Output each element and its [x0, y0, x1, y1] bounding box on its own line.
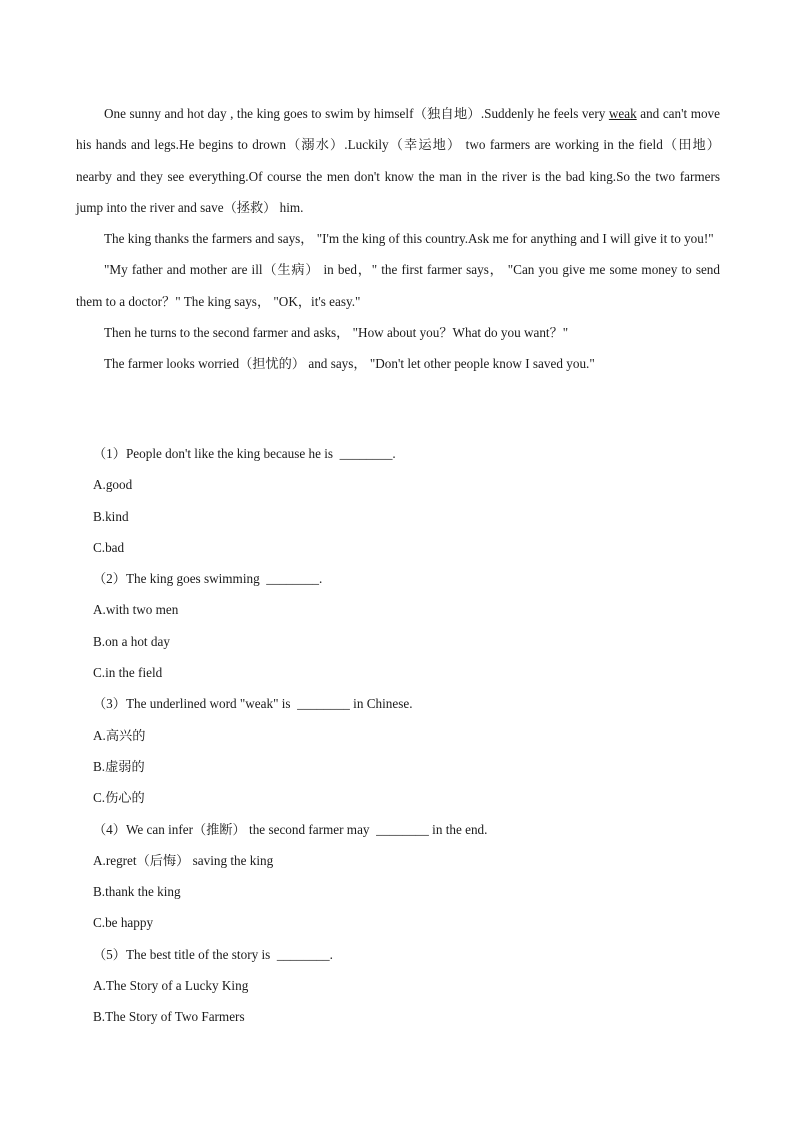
underlined-word-weak: weak: [608, 106, 637, 121]
question-1-stem: （1）People don't like the king because he is ________.: [93, 446, 396, 461]
question-1-option-b: B.kind: [93, 508, 129, 524]
passage-paragraph-1-part-a: One sunny and hot day , the king goes to swim by himself（独自地）.Suddenly he feels very: [104, 106, 609, 121]
passage-paragraph-2: The king thanks the farmers and says， "I'm the king of this country.Ask me for anything and I will give it to you!": [104, 231, 714, 247]
question-3-option-a: A.高兴的: [93, 727, 146, 743]
question-4-option-b: B.thank the king: [93, 884, 181, 900]
question-3-option-b: B.虚弱的: [93, 758, 145, 774]
passage-paragraph-3: "My father and mother are ill（生病） in bed，" the first farmer says， "Can you give me some money to send them to a doctor？" The king says， "OK，it's easy.": [76, 262, 720, 309]
question-3-stem: （3）The underlined word "weak" is ________ in Chinese.: [93, 696, 413, 712]
passage-paragraph-1-part-b: and can't move his hands and legs.He begins to drown（溺水）.Luckily（幸运地） two farmers are working in the field（田地） nearby and they see everything.Of course the men don't know the man in the river is the bad king.So the two farmers jump into the river and save（拯救） him.: [76, 106, 720, 215]
question-5-option-a: A.The Story of a Lucky King: [93, 978, 249, 994]
question-3-option-c: C.伤心的: [93, 790, 145, 806]
question-4-option-c: C.be happy: [93, 915, 154, 931]
question-1-option-a: A.good: [93, 477, 133, 493]
question-list: [93, 438, 713, 1033]
question-5-option-b: B.The Story of Two Farmers: [93, 1009, 245, 1025]
passage-paragraph-4: Then he turns to the second farmer and asks， "How about you？What do you want？": [104, 325, 569, 341]
question-4-stem: （4）We can infer（推断） the second farmer may ________ in the end.: [93, 821, 488, 837]
question-5-stem: （5）The best title of the story is ________.: [93, 946, 333, 962]
question-1-option-c: C.bad: [93, 539, 125, 555]
passage-paragraph-5: The farmer looks worried（担忧的） and says， "Don't let other people know I saved you.": [104, 356, 595, 372]
passage-paragraph-1: [76, 98, 720, 223]
question-2-option-c: C.in the field: [93, 665, 163, 681]
question-2-option-b: B.on a hot day: [93, 633, 170, 649]
question-2-option-a: A.with two men: [93, 602, 179, 618]
reading-passage: [76, 98, 720, 380]
question-2-stem: （2）The king goes swimming ________.: [93, 571, 323, 587]
question-4-option-a: A.regret（后悔） saving the king: [93, 852, 274, 868]
